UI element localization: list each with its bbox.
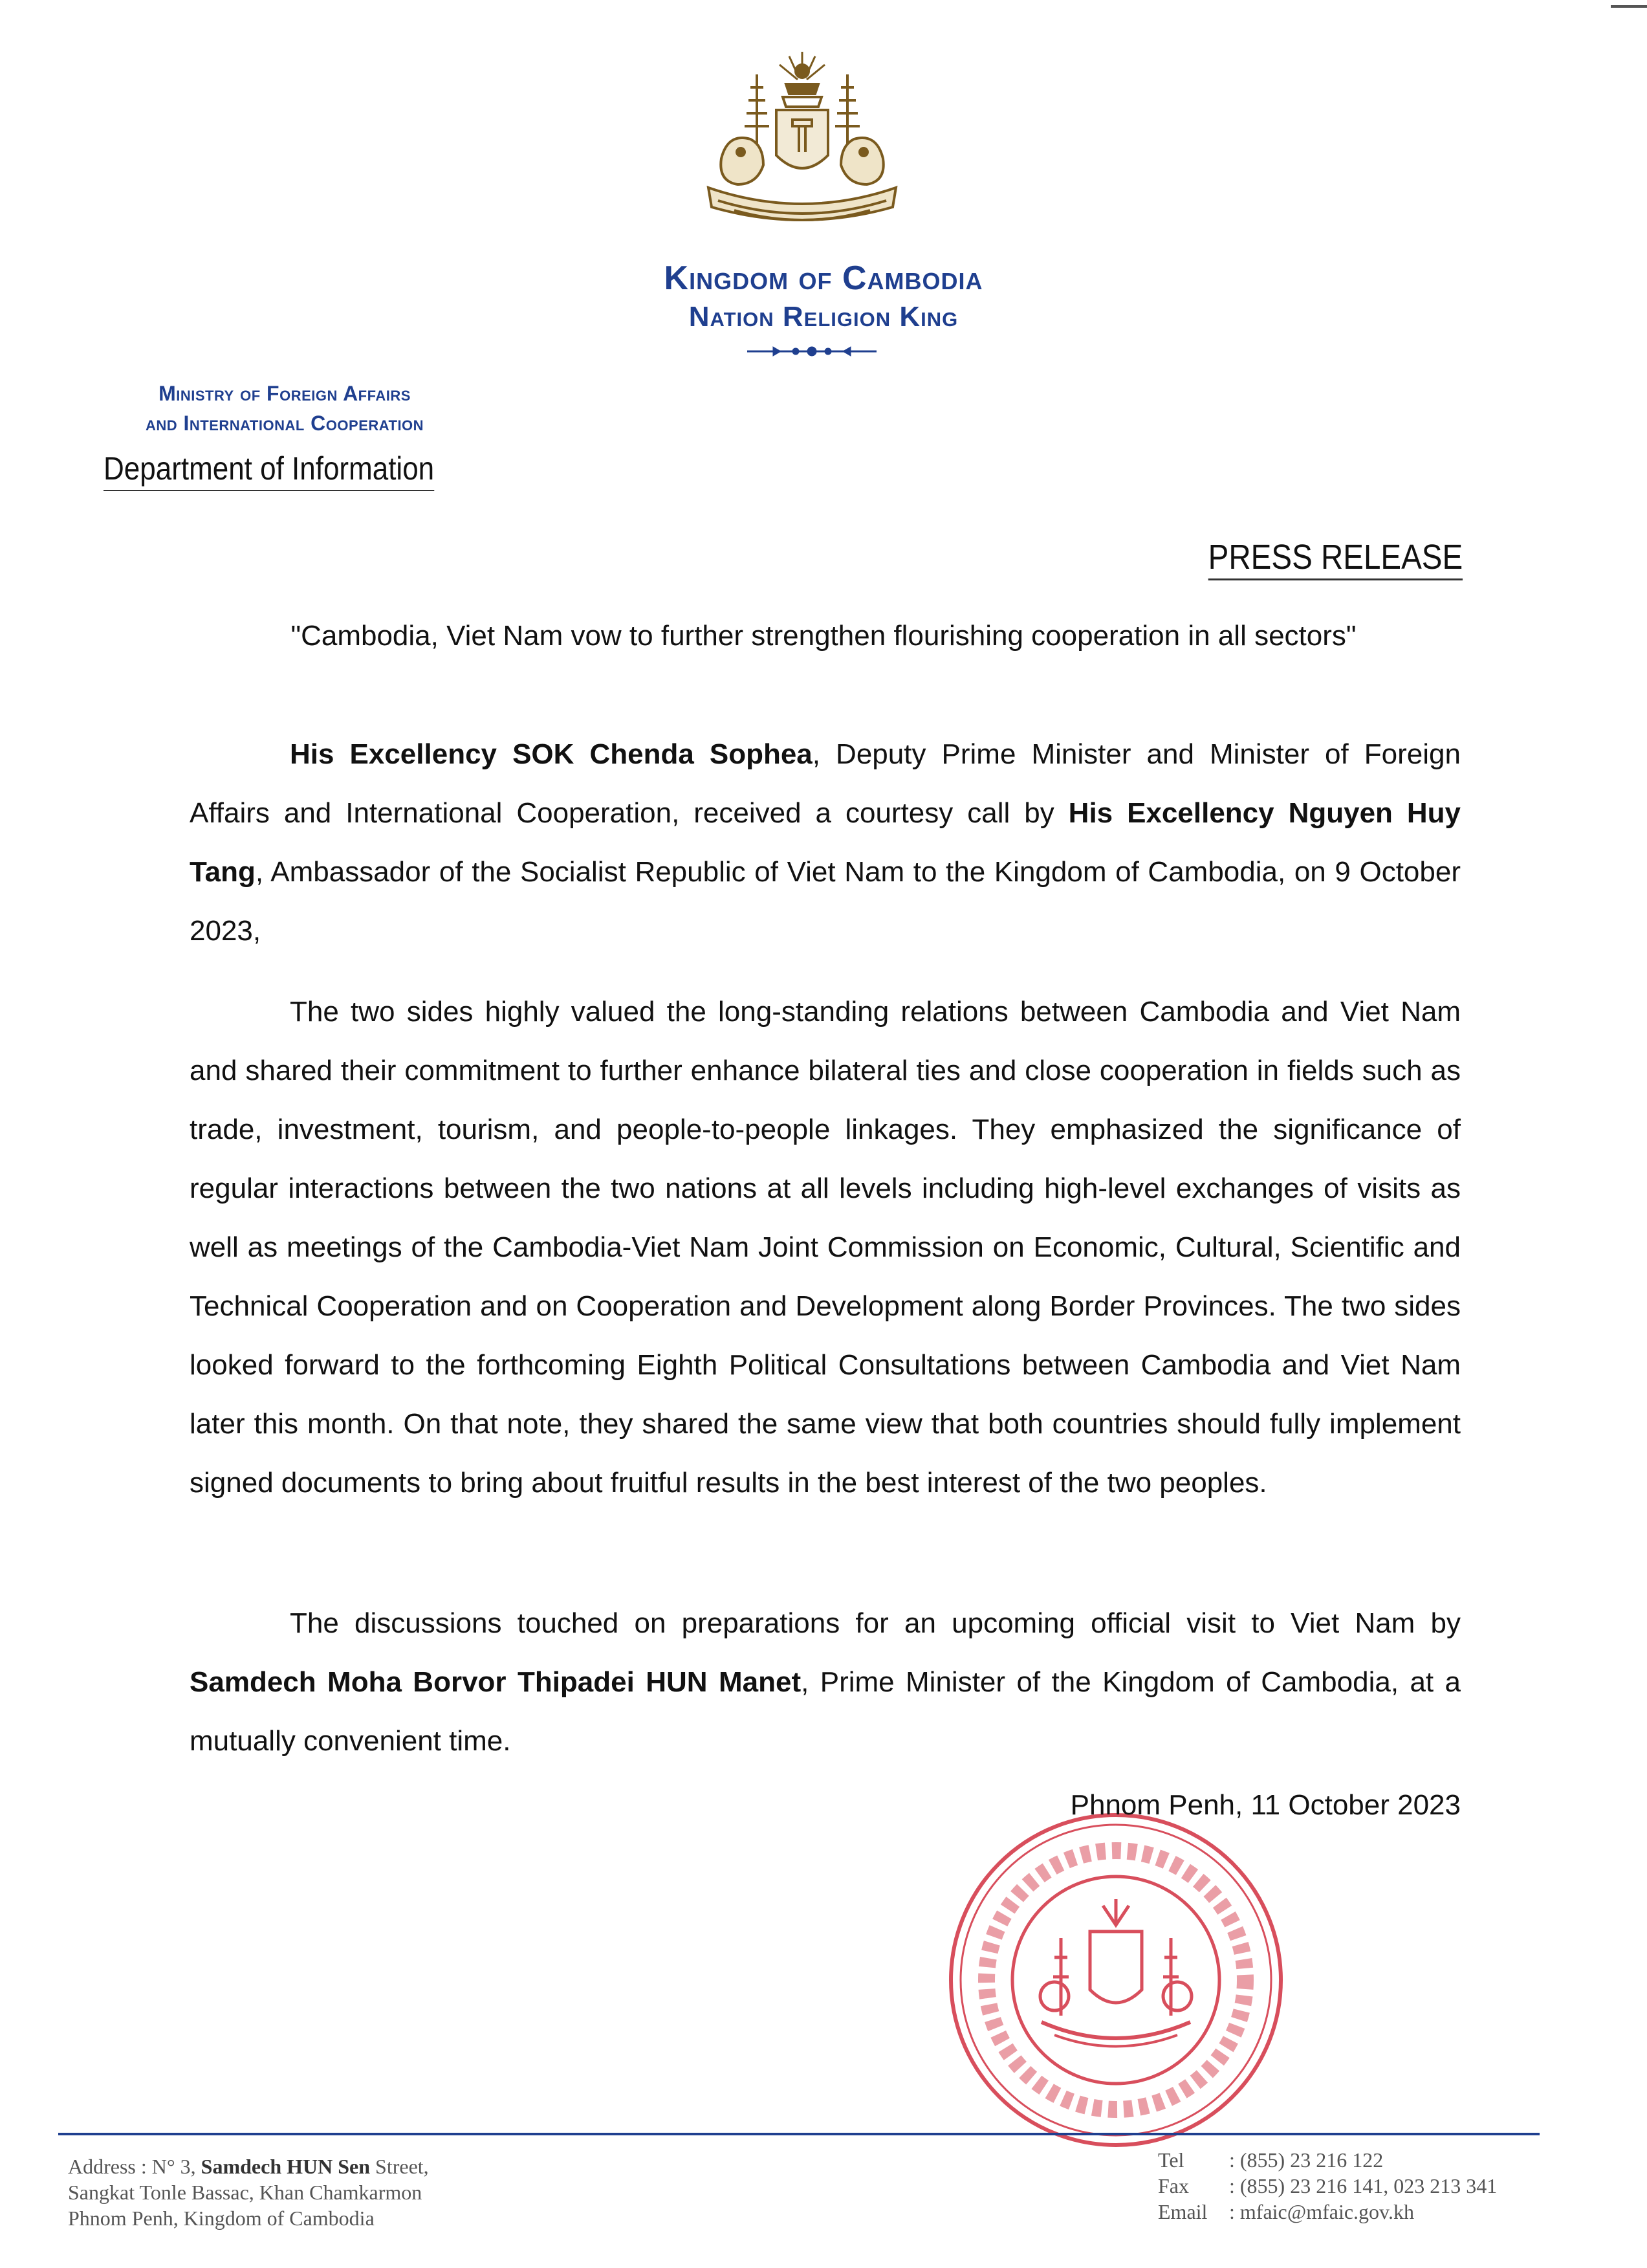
email-value[interactable]: : mfaic@mfaic.gov.kh bbox=[1229, 2200, 1414, 2223]
motto-ornament-icon bbox=[744, 342, 880, 361]
paragraph-2 bbox=[190, 982, 1461, 1512]
address-prefix: Address : N° 3, bbox=[68, 2155, 201, 2178]
department-name: Department of Information bbox=[104, 450, 434, 491]
person-name: His Excellency Nguyen Huy Tang bbox=[190, 797, 1461, 888]
paragraph-text: , Prime Minister of the Kingdom of Cambodia, at a mutually convenient time. bbox=[190, 1666, 1461, 1757]
tel-value: : (855) 23 216 122 bbox=[1229, 2148, 1384, 2172]
ministry-seal-icon bbox=[944, 1809, 1287, 2152]
paragraph-text: The two sides highly valued the long-standing relations between Cambodia and Viet Nam and shared their commitment to further enhance bilateral ties and close cooperation in fields such as trade, investment, tourism, and people-to-people linkages. They emphasized the significance of regular interactions between the two nations at all levels including high-level exchanges of visits as well as meetings of the Cambodia-Viet Nam Joint Commission on Economic, Cultural, Scientific and Technical Cooperation and on Cooperation and Development along Border Provinces. The two sides looked forward to the forthcoming Eighth Political Consultations between Cambodia and Viet Nam later this month. On that note, they shared the same view that both countries should fully implement signed documents to bring about fruitful results in the best interest of the two peoples. bbox=[190, 996, 1461, 1499]
ministry-name-line1: Ministry of Foreign Affairs bbox=[158, 382, 411, 405]
document-type-label: PRESS RELEASE bbox=[1208, 537, 1463, 580]
national-motto: Nation Religion King bbox=[688, 301, 959, 333]
tel-label: Tel bbox=[1158, 2148, 1184, 2172]
country-title: Kingdom of Cambodia bbox=[664, 259, 983, 297]
fax-value: : (855) 23 216 141, 023 213 341 bbox=[1229, 2174, 1498, 2197]
ministry-name-line2: and International Cooperation bbox=[145, 412, 424, 435]
paragraph-text: , Ambassador of the Socialist Republic of Viet Nam to the Kingdom of Cambodia, on 9 October 2023, bbox=[190, 856, 1461, 947]
paragraph-3 bbox=[190, 1594, 1461, 1770]
paragraph-text: The discussions touched on preparations for an upcoming official visit to Viet Nam by bbox=[290, 1607, 1461, 1639]
footer-contact bbox=[1158, 2147, 1497, 2225]
person-name: His Excellency SOK Chenda Sophea bbox=[290, 738, 813, 770]
email-label: Email bbox=[1158, 2200, 1208, 2223]
paragraph-text: , Deputy Prime Minister and Minister of Foreign Affairs and International Cooperation, received a courtesy call by bbox=[190, 738, 1461, 829]
address-line-3: Phnom Penh, Kingdom of Cambodia bbox=[68, 2207, 375, 2230]
footer-divider bbox=[58, 2133, 1540, 2135]
fax-label: Fax bbox=[1158, 2174, 1189, 2197]
footer-address bbox=[68, 2153, 429, 2231]
paragraph-1 bbox=[190, 725, 1461, 960]
royal-arms-of-cambodia-icon bbox=[695, 49, 909, 243]
person-name: Samdech Moha Borvor Thipadei HUN Manet bbox=[190, 1666, 802, 1698]
scan-edge-mark bbox=[1611, 5, 1647, 8]
address-street-name: Samdech HUN Sen bbox=[201, 2155, 371, 2178]
dateline: Phnom Penh, 11 October 2023 bbox=[1070, 1789, 1461, 1821]
headline: "Cambodia, Viet Nam vow to further strengthen flourishing cooperation in all sectors" bbox=[290, 620, 1357, 652]
address-line-2: Sangkat Tonle Bassac, Khan Chamkarmon bbox=[68, 2181, 422, 2204]
address-street-suffix: Street, bbox=[370, 2155, 429, 2178]
